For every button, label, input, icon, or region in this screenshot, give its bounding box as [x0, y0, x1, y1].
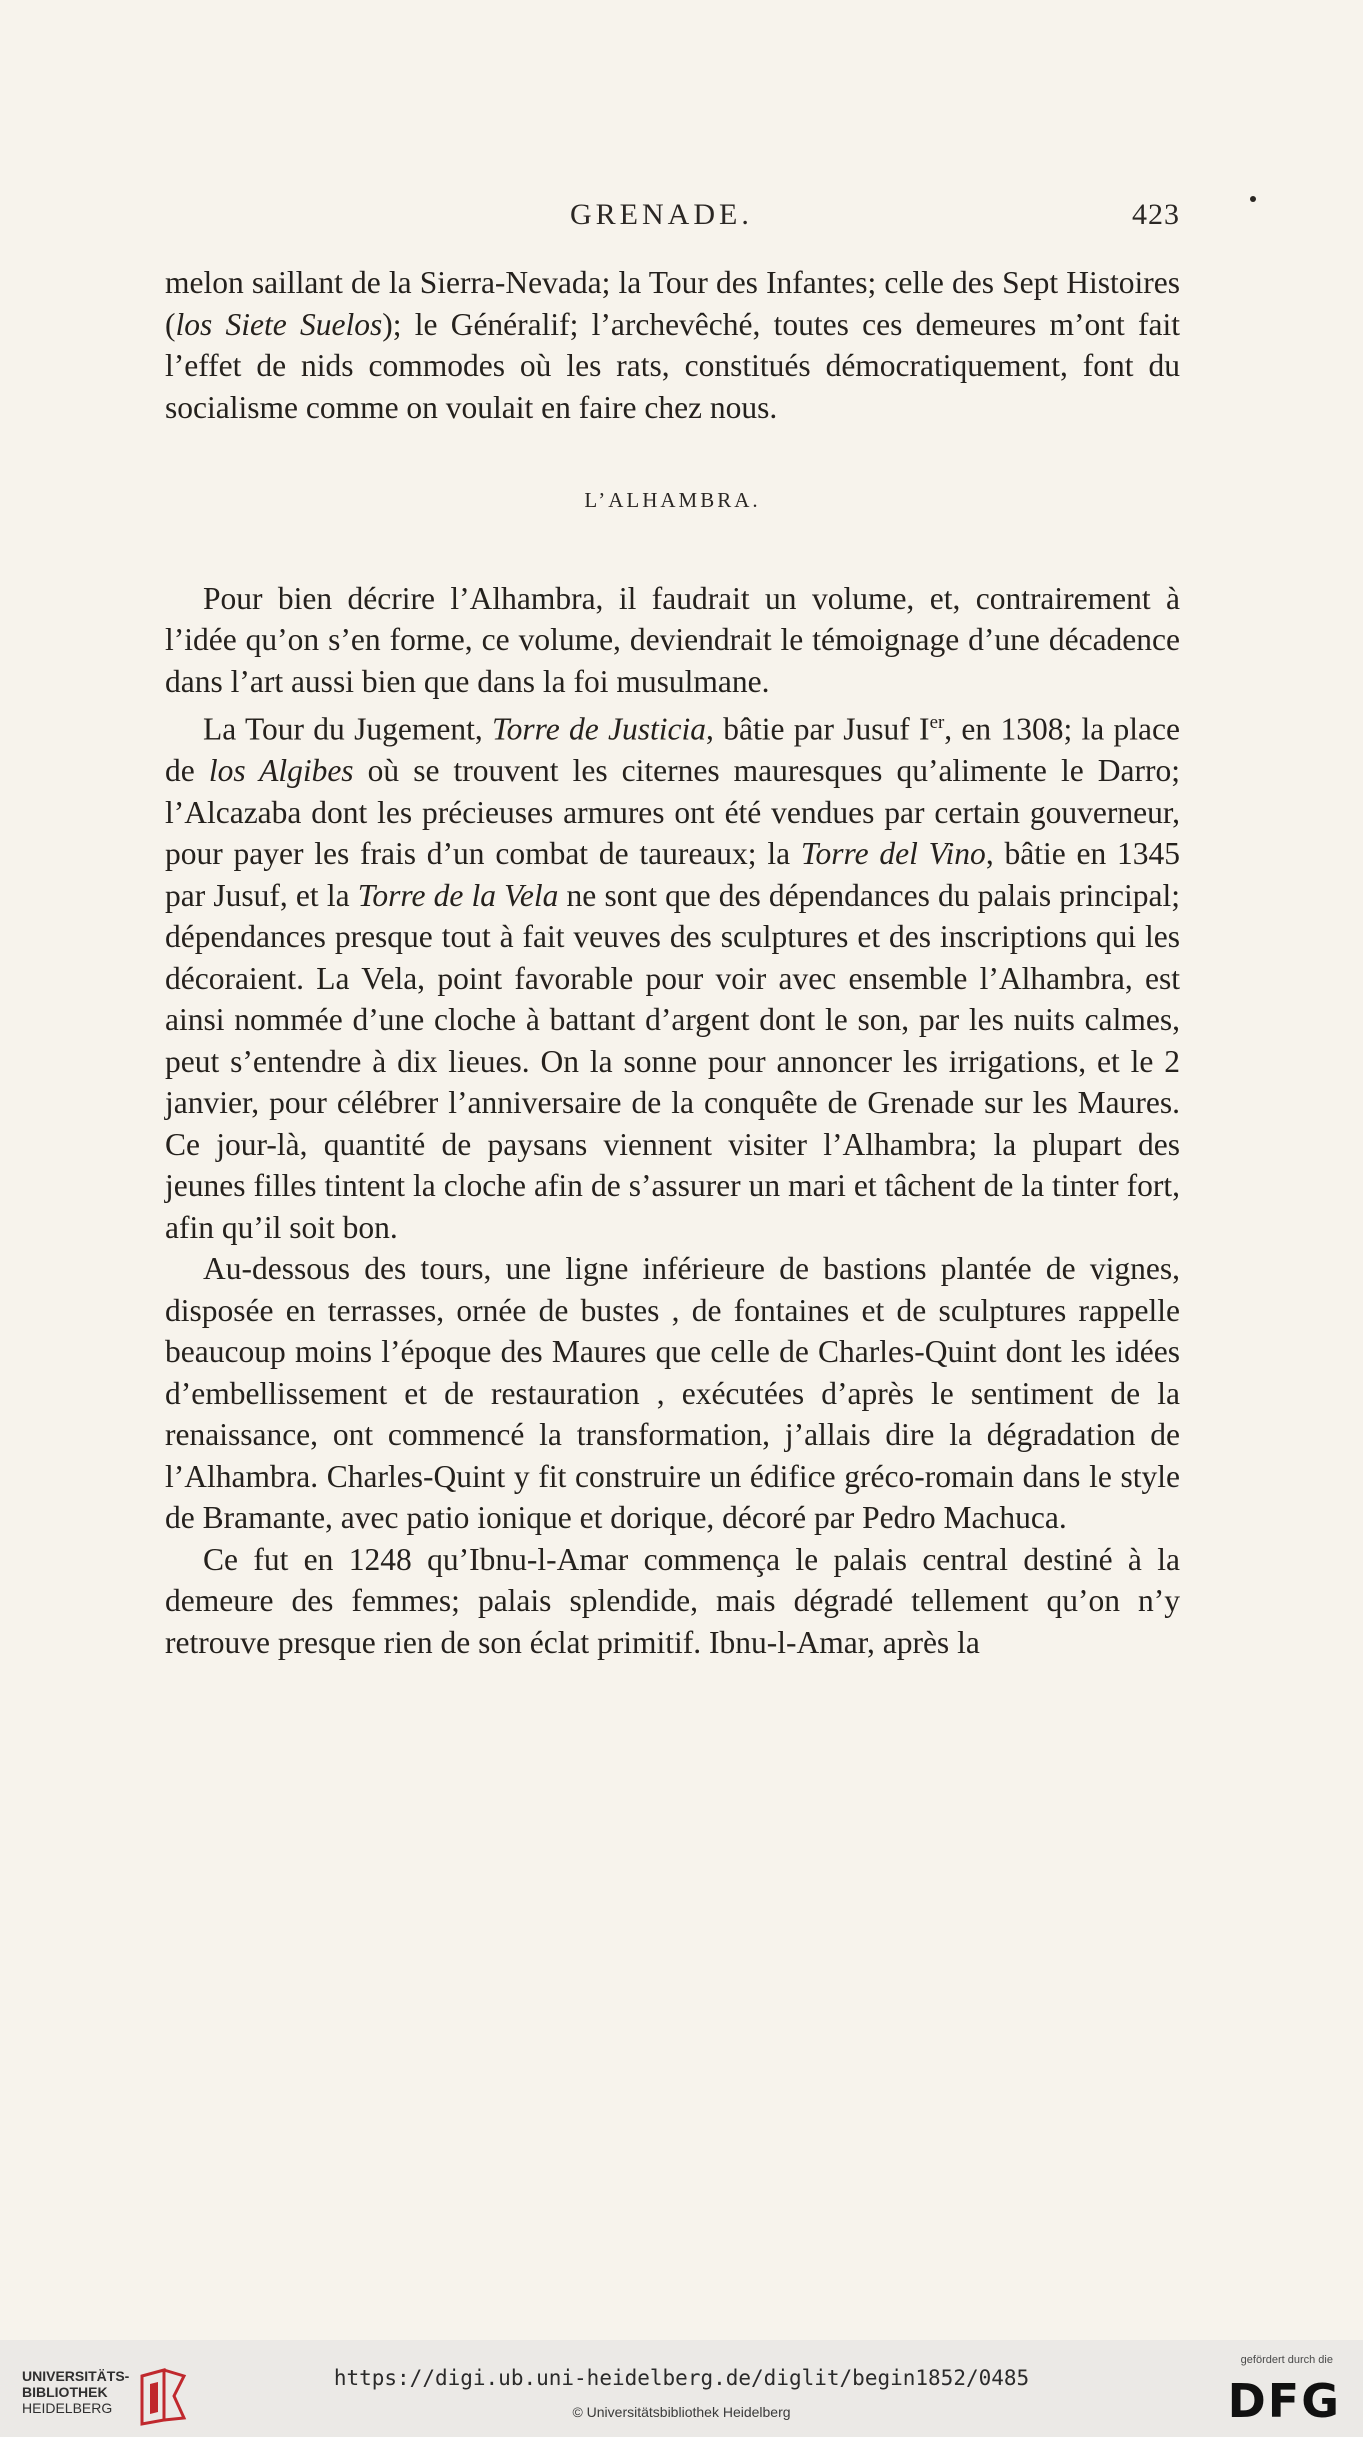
text-run: La Tour du Jugement,: [203, 711, 492, 747]
paragraph-4: [165, 1539, 1180, 1664]
page-dot: [1250, 196, 1256, 202]
text-run: ne sont que des dépendances du palais principal; dépendances presque tout à fait veuves des sculptures et des inscriptions qui les décoraient. La Vela, point favorable pour voir avec ensemble l’Alhambra, est ainsi nommée d’une cloche à battant d’argent dont le son, par les nuits calmes, peut s’entendre à dix lieues. On la sonne pour annoncer les irrigations, et le 2 janvier, pour célébrer l’anniversaire de la conquête de Grenade sur les Maures. Ce jour-là, quantité de paysans viennent visiter l’Alhambra; la plupart des jeunes filles tintent la cloche afin de s’assurer un mari et tâchent de la tinter fort, afin qu’il soit bon.: [165, 877, 1180, 1245]
main-text: [165, 262, 1180, 1663]
paragraph-intro: [165, 262, 1180, 428]
logo-line-1: UNIVERSITÄTS-: [22, 2368, 130, 2384]
text-run: melon saillant de la Sierra-Nevada; la Tour des Infantes; celle des Sept Histoires (: [165, 265, 1180, 342]
italic-term: Torre de la Vela: [357, 877, 559, 913]
paragraph-3: [165, 1248, 1180, 1539]
text-run: où se trouvent les citernes mauresques qu’alimente le Darro; l’Alcazaba dont les précieuses armures ont été vendues par certain gouverneur, pour payer les frais d’un combat de taureaux; la: [165, 753, 1180, 871]
paragraph-1: [165, 578, 1180, 703]
text-run: Pour bien décrire l’Alhambra, il faudrait un volume, et, contrairement à l’idée qu’on s’en forme, ce volume, deviendrait le témoignage d’une décadence dans l’art aussi bien que dans la foi musulmane.: [165, 580, 1180, 699]
text-run: Ce fut en 1248 qu’Ibnu-l-Amar commença le palais central destiné à la demeure des femmes; palais splendide, mais dégradé tellement qu’on n’y retrouve presque rien de son éclat primitif. Ibnu-l-Amar, après la: [165, 1541, 1180, 1660]
logo-line-2: BIBLIOTHEK: [22, 2384, 108, 2400]
dfg-logo[interactable]: DFG: [1227, 2374, 1341, 2428]
page-number: 423: [1132, 198, 1180, 231]
logo-line-3: HEIDELBERG: [22, 2400, 113, 2416]
copyright-notice: © Universitätsbibliothek Heidelberg: [572, 2404, 791, 2420]
text-run: ); le Généralif; l’archevêché, toutes ces demeures m’ont fait l’effet de nids commodes où les rats, constitués démocratiquement, font du socialisme comme on voulait en faire chez nous.: [165, 306, 1180, 425]
italic-term: Torre del Vino: [800, 836, 986, 871]
superscript: er: [929, 712, 945, 733]
text-run: , en 1308; la place de: [165, 711, 1180, 788]
italic-term: los Algibes: [208, 753, 354, 788]
viewer-footer: [0, 2340, 1363, 2437]
running-head: [165, 198, 1180, 246]
paragraph-2: [165, 702, 1180, 1248]
italic-term: los Siete Suelos: [175, 306, 383, 342]
text-run: Au-dessous des tours, une ligne inférieure de bastions plantée de vignes, disposée en terrasses, ornée de bustes , de fontaines et de sculptures rappelle beaucoup moins l’époque des Maures que celle de Charles-Quint dont les idées d’embellissement et de restauration , exécutées d’après le sentiment de la renaissance, ont commencé la transformation, j’allais dire la dégradation de l’Alhambra. Charles-Quint y fit construire un édifice gréco-romain dans le style de Bramante, avec patio ionique et dorique, décoré par Pedro Machuca.: [165, 1251, 1180, 1535]
italic-term: Torre de Justicia: [492, 711, 707, 747]
dfg-caption: gefördert durch die: [1240, 2354, 1333, 2366]
running-title: GRENADE.: [570, 198, 753, 231]
section-title: L’ALHAMBRA.: [584, 488, 761, 512]
permalink-url[interactable]: https://digi.ub.uni-heidelberg.de/diglit/begin1852/0485: [333, 2366, 1030, 2390]
text-run: , bâtie par Jusuf I: [706, 711, 930, 747]
text-run: , bâtie en 1345 par Jusuf, et la: [165, 836, 1181, 913]
